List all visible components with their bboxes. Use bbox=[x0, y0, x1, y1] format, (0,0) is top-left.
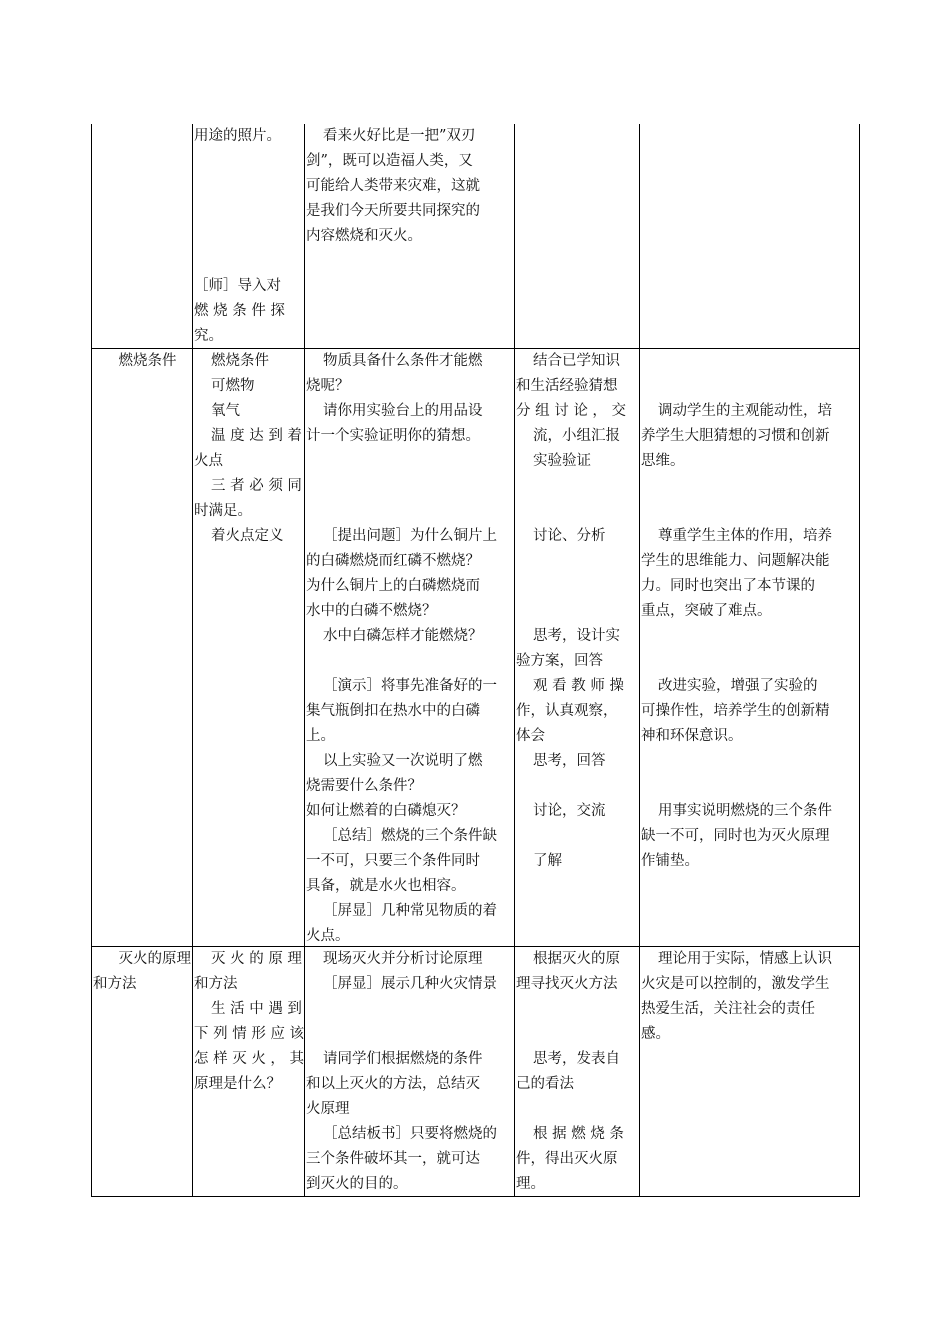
cell-line: 和方法 bbox=[93, 976, 137, 992]
cell-line: 灭火的原理 bbox=[118, 951, 191, 967]
cell-line: 时满足。 bbox=[194, 503, 252, 519]
cell-line: 实验验证 bbox=[533, 453, 591, 469]
cell-line: 请同学们根据燃烧的条件 bbox=[323, 1051, 483, 1067]
row1-content-cell bbox=[194, 124, 302, 349]
cell-line: 燃烧条件 bbox=[118, 353, 177, 369]
cell-line: 缺一不可，同时也为灭火原理 bbox=[641, 828, 830, 844]
cell-line: 集气瓶倒扣在热水中的白磷 bbox=[306, 703, 480, 719]
cell-line: 重点，突破了难点。 bbox=[641, 603, 772, 619]
cell-line: ［提出问题］为什么铜片上 bbox=[323, 528, 497, 544]
cell-line bbox=[516, 824, 638, 849]
cell-line: 烧需要什么条件？ bbox=[306, 778, 422, 794]
cell-line: 灭 火 的 原 理 bbox=[211, 951, 302, 967]
cell-line bbox=[194, 174, 302, 199]
cell-line bbox=[194, 224, 302, 249]
cell-line: 思考，设计实 bbox=[533, 628, 620, 644]
cell-line: 作，认真观察， bbox=[516, 703, 618, 719]
cell-line bbox=[641, 349, 858, 374]
cell-line: 以上实验又一次说明了燃 bbox=[323, 753, 483, 769]
cell-line: 计一个实验证明你的猜想。 bbox=[306, 428, 480, 444]
column-divider-4 bbox=[639, 124, 640, 1197]
cell-line bbox=[641, 624, 858, 649]
cell-line: 可能给人类带来灾难，这就 bbox=[306, 178, 480, 194]
cell-line: 理论用于实际，情感上认识 bbox=[658, 951, 832, 967]
cell-line: 和方法 bbox=[194, 976, 238, 992]
cell-line bbox=[516, 1022, 638, 1047]
cell-line bbox=[641, 649, 858, 674]
cell-line: 燃 烧 条 件 探 bbox=[194, 303, 285, 319]
cell-line: ［演示］将事先准备好的一 bbox=[323, 678, 497, 694]
cell-line: 尊重学生主体的作用，培养 bbox=[658, 528, 832, 544]
cell-line: 氧气 bbox=[211, 403, 240, 419]
cell-line bbox=[306, 1022, 513, 1047]
cell-line: 可操作性，培养学生的创新精 bbox=[641, 703, 830, 719]
cell-line: 思考，回答 bbox=[533, 753, 606, 769]
cell-line: 请你用实验台上的用品设 bbox=[323, 403, 483, 419]
cell-line: 水中白磷怎样才能燃烧？ bbox=[323, 628, 483, 644]
cell-line bbox=[516, 997, 638, 1022]
cell-line: 可燃物 bbox=[211, 378, 255, 394]
cell-line: 烧呢？ bbox=[306, 378, 350, 394]
table-border-right bbox=[859, 124, 860, 1197]
cell-line: 怎 样 灭 火 ， 其 bbox=[194, 1051, 305, 1067]
cell-line: ［屏显］几种常见物质的着 bbox=[323, 903, 497, 919]
cell-line: 讨论、分析 bbox=[533, 528, 606, 544]
cell-line: 下 列 情 形 应 该 bbox=[194, 1026, 305, 1042]
row2-content-cell bbox=[194, 349, 302, 549]
cell-line: 是我们今天所要共同探究的 bbox=[306, 203, 480, 219]
cell-line bbox=[194, 249, 302, 274]
cell-line bbox=[194, 199, 302, 224]
cell-line: 讨论，交流 bbox=[533, 803, 606, 819]
row1-teacher-cell bbox=[306, 124, 513, 249]
cell-line: 水中的白磷不燃烧？ bbox=[306, 603, 437, 619]
cell-line bbox=[306, 649, 513, 674]
cell-line bbox=[516, 474, 638, 499]
cell-line: 火灾是可以控制的，激发学生 bbox=[641, 976, 830, 992]
cell-line: 件，得出灭火原 bbox=[516, 1151, 618, 1167]
cell-line: 现场灭火并分析讨论原理 bbox=[323, 951, 483, 967]
cell-line: 的白磷燃烧而红磷不燃烧？ bbox=[306, 553, 480, 569]
cell-line: 用事实说明燃烧的三个条件 bbox=[658, 803, 832, 819]
cell-line: 一不可，只要三个条件同时 bbox=[306, 853, 480, 869]
cell-line bbox=[306, 499, 513, 524]
cell-line: ［师］导入对 bbox=[194, 278, 281, 294]
cell-line: 神和环保意识。 bbox=[641, 728, 743, 744]
cell-line: 验方案，回答 bbox=[516, 653, 603, 669]
cell-line: 己的看法 bbox=[516, 1076, 574, 1092]
cell-line bbox=[516, 574, 638, 599]
cell-line: 温 度 达 到 着 bbox=[211, 428, 302, 444]
row3-student-cell bbox=[516, 947, 638, 1197]
cell-line: 作铺垫。 bbox=[641, 853, 699, 869]
cell-line bbox=[516, 599, 638, 624]
cell-line bbox=[516, 499, 638, 524]
row2-teacher-cell bbox=[306, 349, 513, 949]
cell-line: 内容燃烧和灭火。 bbox=[306, 228, 422, 244]
cell-line: 力。同时也突出了本节课的 bbox=[641, 578, 815, 594]
cell-line bbox=[641, 774, 858, 799]
cell-line bbox=[306, 474, 513, 499]
cell-line: 物质具备什么条件才能燃 bbox=[323, 353, 483, 369]
cell-line: 具备，就是水火也相容。 bbox=[306, 878, 466, 894]
cell-line: 火点 bbox=[194, 453, 223, 469]
cell-line: 三 者 必 须 同 bbox=[211, 478, 302, 494]
row2-section-cell bbox=[93, 349, 191, 374]
row2-intent-cell bbox=[641, 349, 858, 874]
cell-line: 了解 bbox=[533, 853, 562, 869]
row3-teacher-cell bbox=[306, 947, 513, 1197]
cell-line: 观 看 教 师 操 bbox=[533, 678, 624, 694]
cell-line bbox=[516, 774, 638, 799]
row3-section-cell bbox=[93, 947, 191, 997]
cell-line: ［总结］燃烧的三个条件缺 bbox=[323, 828, 497, 844]
cell-line: 根 据 燃 烧 条 bbox=[533, 1126, 624, 1142]
cell-line: 改进实验，增强了实验的 bbox=[658, 678, 818, 694]
cell-line: 剑”，既可以造福人类，又 bbox=[306, 153, 473, 169]
cell-line: 流，小组汇报 bbox=[533, 428, 620, 444]
cell-line: 思考，发表自 bbox=[533, 1051, 620, 1067]
cell-line: 结合已学知识 bbox=[533, 353, 620, 369]
cell-line: 热爱生活，关注社会的责任 bbox=[641, 1001, 815, 1017]
row2-student-cell bbox=[516, 349, 638, 874]
cell-line: 理。 bbox=[516, 1176, 545, 1192]
column-divider-3 bbox=[514, 124, 515, 1197]
cell-line bbox=[641, 374, 858, 399]
cell-line bbox=[306, 449, 513, 474]
cell-line: 火原理 bbox=[306, 1101, 350, 1117]
column-divider-2 bbox=[304, 124, 305, 1197]
cell-line: 到灭火的目的。 bbox=[306, 1176, 408, 1192]
cell-line bbox=[641, 499, 858, 524]
cell-line: 和以上灭火的方法，总结灭 bbox=[306, 1076, 480, 1092]
cell-line: 感。 bbox=[641, 1026, 670, 1042]
cell-line: 思维。 bbox=[641, 453, 685, 469]
cell-line bbox=[306, 997, 513, 1022]
row3-content-cell bbox=[194, 947, 305, 1097]
cell-line: 用途的照片。 bbox=[194, 128, 281, 144]
cell-line: 养学生大胆猜想的习惯和创新 bbox=[641, 428, 830, 444]
cell-line: 着火点定义 bbox=[211, 528, 284, 544]
cell-line: 学生的思维能力、问题解决能 bbox=[641, 553, 830, 569]
cell-line: 调动学生的主观能动性，培 bbox=[658, 403, 832, 419]
cell-line bbox=[641, 749, 858, 774]
row3-intent-cell bbox=[641, 947, 858, 1047]
cell-line: 生 活 中 遇 到 bbox=[211, 1001, 302, 1017]
table-border-left bbox=[91, 124, 92, 1197]
cell-line bbox=[516, 1097, 638, 1122]
cell-line bbox=[516, 549, 638, 574]
cell-line: 如何让燃着的白磷熄灭？ bbox=[306, 803, 466, 819]
cell-line: 为什么铜片上的白磷燃烧而 bbox=[306, 578, 480, 594]
cell-line bbox=[641, 474, 858, 499]
cell-line: 看来火好比是一把”双刃 bbox=[323, 128, 476, 144]
cell-line bbox=[194, 149, 302, 174]
cell-line: ［总结板书］只要将燃烧的 bbox=[323, 1126, 497, 1142]
cell-line: 体会 bbox=[516, 728, 545, 744]
cell-line: 根据灭火的原 bbox=[533, 951, 620, 967]
cell-line: 理寻找灭火方法 bbox=[516, 976, 618, 992]
cell-line: 和生活经验猜想 bbox=[516, 378, 618, 394]
cell-line: 上。 bbox=[306, 728, 335, 744]
cell-line: 分 组 讨 论 ， 交 bbox=[516, 403, 627, 419]
cell-line: 究。 bbox=[194, 328, 223, 344]
cell-line: ［屏显］展示几种火灾情景 bbox=[323, 976, 497, 992]
column-divider-1 bbox=[192, 124, 193, 1197]
cell-line: 火点。 bbox=[306, 928, 350, 944]
cell-line: 原理是什么？ bbox=[194, 1076, 281, 1092]
cell-line: 三个条件破坏其一，就可达 bbox=[306, 1151, 480, 1167]
cell-line: 燃烧条件 bbox=[211, 353, 269, 369]
